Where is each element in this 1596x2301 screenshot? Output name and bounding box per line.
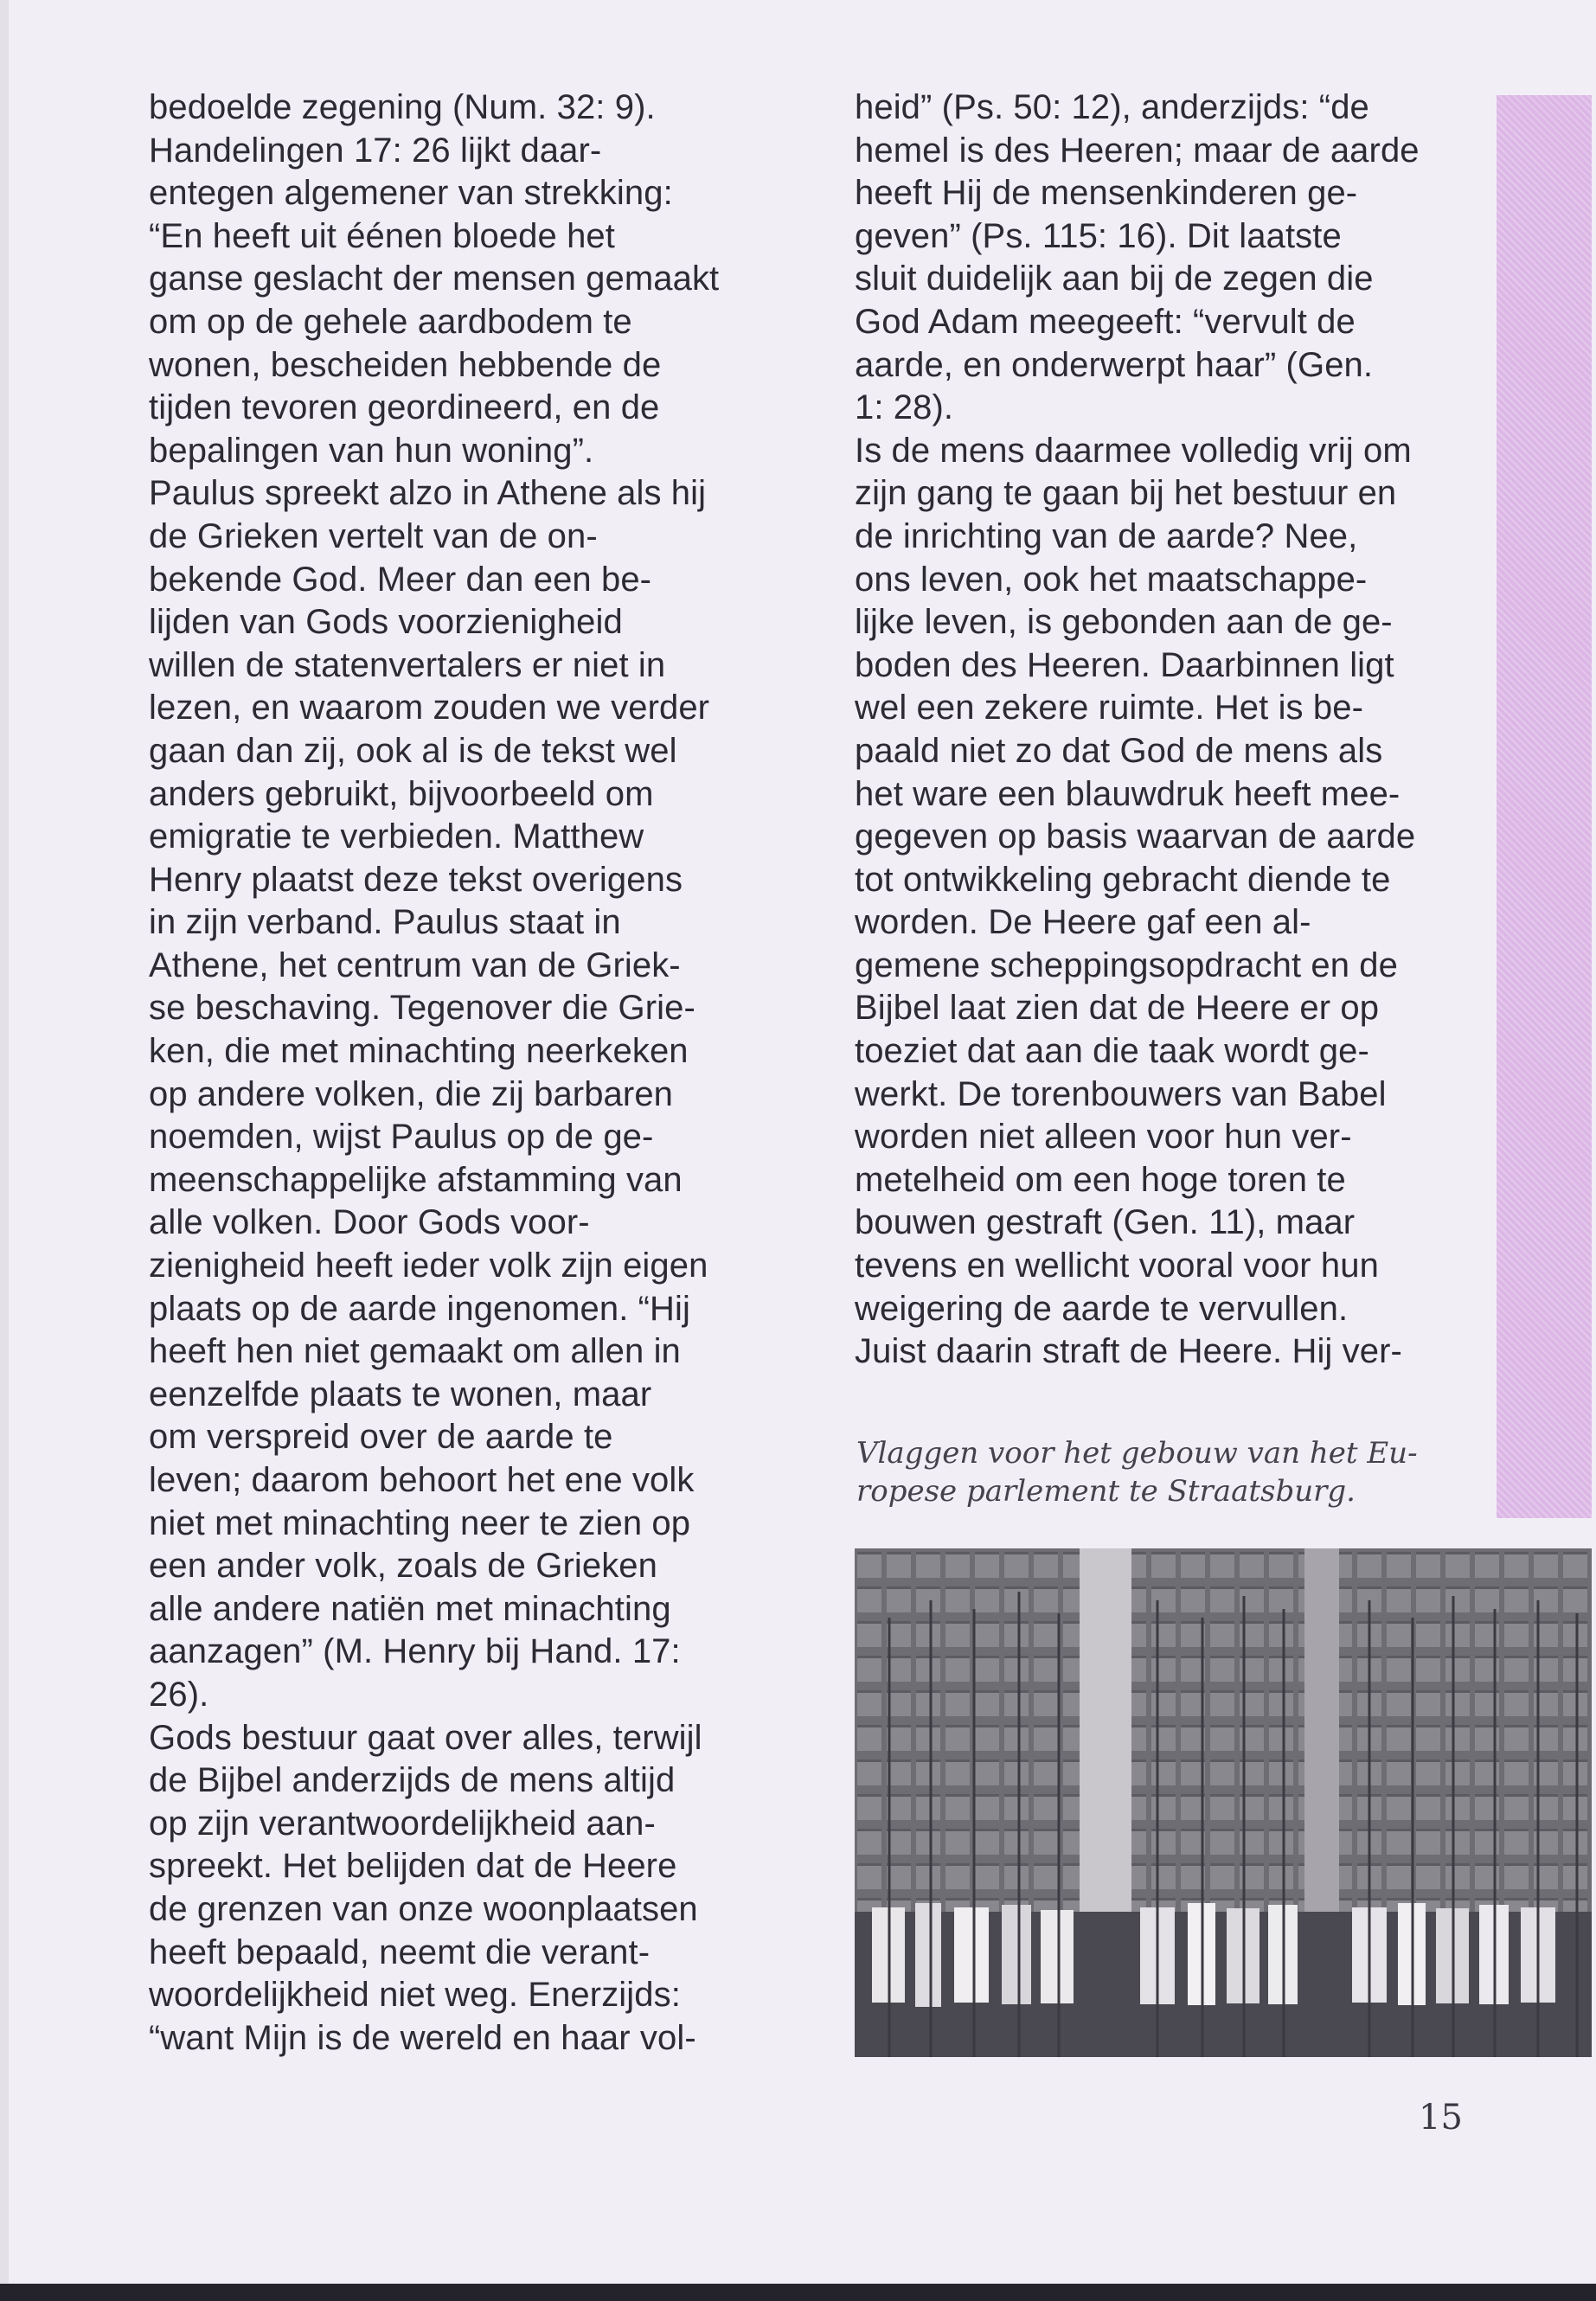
- text-line: heeft hen niet gemaakt om allen in: [149, 1332, 681, 1371]
- text-line: de inrichting van de aarde? Nee,: [855, 516, 1358, 555]
- flags-photo-illustration: [855, 1548, 1592, 2057]
- text-line: metelheid om een hoge toren te: [855, 1160, 1346, 1199]
- text-line: geven” (Ps. 115: 16). Dit laatste: [855, 216, 1342, 255]
- text-line: heid” (Ps. 50: 12), anderzijds: “de: [855, 88, 1369, 126]
- text-line: hemel is des Heeren; maar de aarde: [855, 131, 1420, 170]
- text-line: “En heeft uit éénen bloede het: [149, 216, 615, 255]
- left-text-column: [149, 87, 772, 2060]
- text-line: in zijn verband. Paulus staat in: [149, 903, 621, 942]
- right-text-column: [855, 87, 1495, 1374]
- text-line: aarde, en onderwerpt haar” (Gen.: [855, 345, 1374, 384]
- text-line: bedoelde zegening (Num. 32: 9).: [149, 88, 656, 126]
- text-line: de grenzen van onze woonplaatsen: [149, 1889, 698, 1928]
- text-line: anders gebruikt, bijvoorbeeld om: [149, 774, 654, 813]
- text-line: eenzelfde plaats te wonen, maar: [149, 1375, 652, 1413]
- text-line: leven; daarom behoort het ene volk: [149, 1461, 695, 1499]
- text-line: Juist daarin straft de Heere. Hij ver-: [855, 1332, 1402, 1371]
- text-line: toeziet dat aan die taak wordt ge-: [855, 1032, 1369, 1071]
- text-line: God Adam meegeeft: “vervult de: [855, 302, 1356, 341]
- text-line: de Bijbel anderzijds de mens altijd: [149, 1761, 676, 1800]
- text-line: weigering de aarde te vervullen.: [855, 1289, 1349, 1328]
- text-line: heeft Hij de mensenkinderen ge-: [855, 174, 1358, 213]
- page-edge: [0, 0, 9, 2301]
- text-line: tijden tevoren geordineerd, en de: [149, 388, 660, 427]
- text-line: bepalingen van hun woning”.: [149, 431, 594, 470]
- text-line: ons leven, ook het maatschappe-: [855, 560, 1368, 599]
- text-line: gemene scheppingsopdracht en de: [855, 945, 1399, 984]
- text-line: Bijbel laat zien dat de Heere er op: [855, 989, 1380, 1028]
- text-line: willen de statenvertalers er niet in: [149, 645, 666, 684]
- text-line: Gods bestuur gaat over alles, terwijl: [149, 1718, 702, 1757]
- caption-line: Vlaggen voor het gebouw van het Eu-: [856, 1436, 1418, 1471]
- photo-caption: [856, 1434, 1453, 1510]
- text-line: om op de gehele aardbodem te: [149, 302, 632, 341]
- text-line: wonen, bescheiden hebbende de: [149, 345, 662, 384]
- text-line: niet met minachting neer te zien op: [149, 1503, 691, 1542]
- text-line: bouwen gestraft (Gen. 11), maar: [855, 1203, 1356, 1242]
- text-line: de Grieken vertelt van de on-: [149, 516, 598, 555]
- text-line: een ander volk, zoals de Grieken: [149, 1547, 657, 1586]
- text-line: Henry plaatst deze tekst overigens: [149, 860, 683, 899]
- text-line: 1: 28).: [855, 388, 954, 427]
- page-number: 15: [1419, 2098, 1463, 2138]
- scan-bottom-edge: [0, 2284, 1596, 2301]
- text-line: lijden van Gods voorzienigheid: [149, 603, 623, 642]
- text-line: ganse geslacht der mensen gemaakt: [149, 260, 720, 298]
- text-line: emigratie te verbieden. Matthew: [149, 817, 644, 856]
- text-line: op andere volken, die zij barbaren: [149, 1074, 674, 1113]
- text-line: entegen algemener van strekking:: [149, 174, 673, 213]
- text-line: Athene, het centrum van de Griek-: [149, 945, 681, 984]
- text-line: alle volken. Door Gods voor-: [149, 1203, 590, 1242]
- text-line: alle andere natiën met minachting: [149, 1589, 671, 1628]
- text-line: om verspreid over de aarde te: [149, 1418, 613, 1457]
- text-line: sluit duidelijk aan bij de zegen die: [855, 260, 1374, 298]
- building-facade: [855, 1548, 1592, 1912]
- text-line: bekende God. Meer dan een be-: [149, 560, 652, 599]
- text-line: lezen, en waarom zouden we verder: [149, 689, 710, 727]
- text-line: se beschaving. Tegenover die Grie-: [149, 989, 695, 1028]
- text-line: lijke leven, is gebonden aan de ge-: [855, 603, 1393, 642]
- text-line: worden. De Heere gaf een al-: [855, 903, 1311, 942]
- text-line: heeft bepaald, neemt die verant-: [149, 1932, 651, 1971]
- text-line: op zijn verantwoordelijkheid aan-: [149, 1804, 656, 1843]
- text-line: plaats op de aarde ingenomen. “Hij: [149, 1289, 691, 1328]
- text-line: boden des Heeren. Daarbinnen ligt: [855, 645, 1394, 684]
- text-line: paald niet zo dat God de mens als: [855, 731, 1383, 770]
- text-line: zijn gang te gaan bij het bestuur en: [855, 474, 1397, 513]
- decorative-purple-bar: [1497, 95, 1592, 1518]
- text-line: tot ontwikkeling gebracht diende te: [855, 860, 1391, 899]
- text-line: meenschappelijke afstamming van: [149, 1160, 683, 1199]
- text-line: zienigheid heeft ieder volk zijn eigen: [149, 1247, 708, 1285]
- text-line: woordelijkheid niet weg. Enerzijds:: [149, 1976, 681, 2015]
- text-line: 26).: [149, 1675, 209, 1714]
- text-line: wel een zekere ruimte. Het is be-: [855, 689, 1363, 727]
- text-line: noemden, wijst Paulus op de ge-: [149, 1118, 654, 1157]
- text-line: het ware een blauwdruk heeft mee-: [855, 774, 1401, 813]
- text-line: Paulus spreekt alzo in Athene als hij: [149, 474, 707, 513]
- text-line: worden niet alleen voor hun ver-: [855, 1118, 1352, 1157]
- flags-photo: [855, 1548, 1592, 2057]
- text-line: “want Mijn is de wereld en haar vol-: [149, 2018, 696, 2057]
- text-line: tevens en wellicht vooral voor hun: [855, 1247, 1379, 1285]
- text-line: gegeven op basis waarvan de aarde: [855, 817, 1416, 856]
- text-line: Is de mens daarmee volledig vrij om: [855, 431, 1412, 470]
- text-line: ken, die met minachting neerkeken: [149, 1032, 689, 1071]
- caption-line: ropese parlement te Straatsburg.: [856, 1474, 1356, 1509]
- text-line: aanzagen” (M. Henry bij Hand. 17:: [149, 1632, 681, 1671]
- text-line: werkt. De torenbouwers van Babel: [855, 1074, 1387, 1113]
- text-line: spreekt. Het belijden dat de Heere: [149, 1847, 677, 1886]
- text-line: Handelingen 17: 26 lijkt daar-: [149, 131, 602, 170]
- text-line: gaan dan zij, ook al is de tekst wel: [149, 731, 677, 770]
